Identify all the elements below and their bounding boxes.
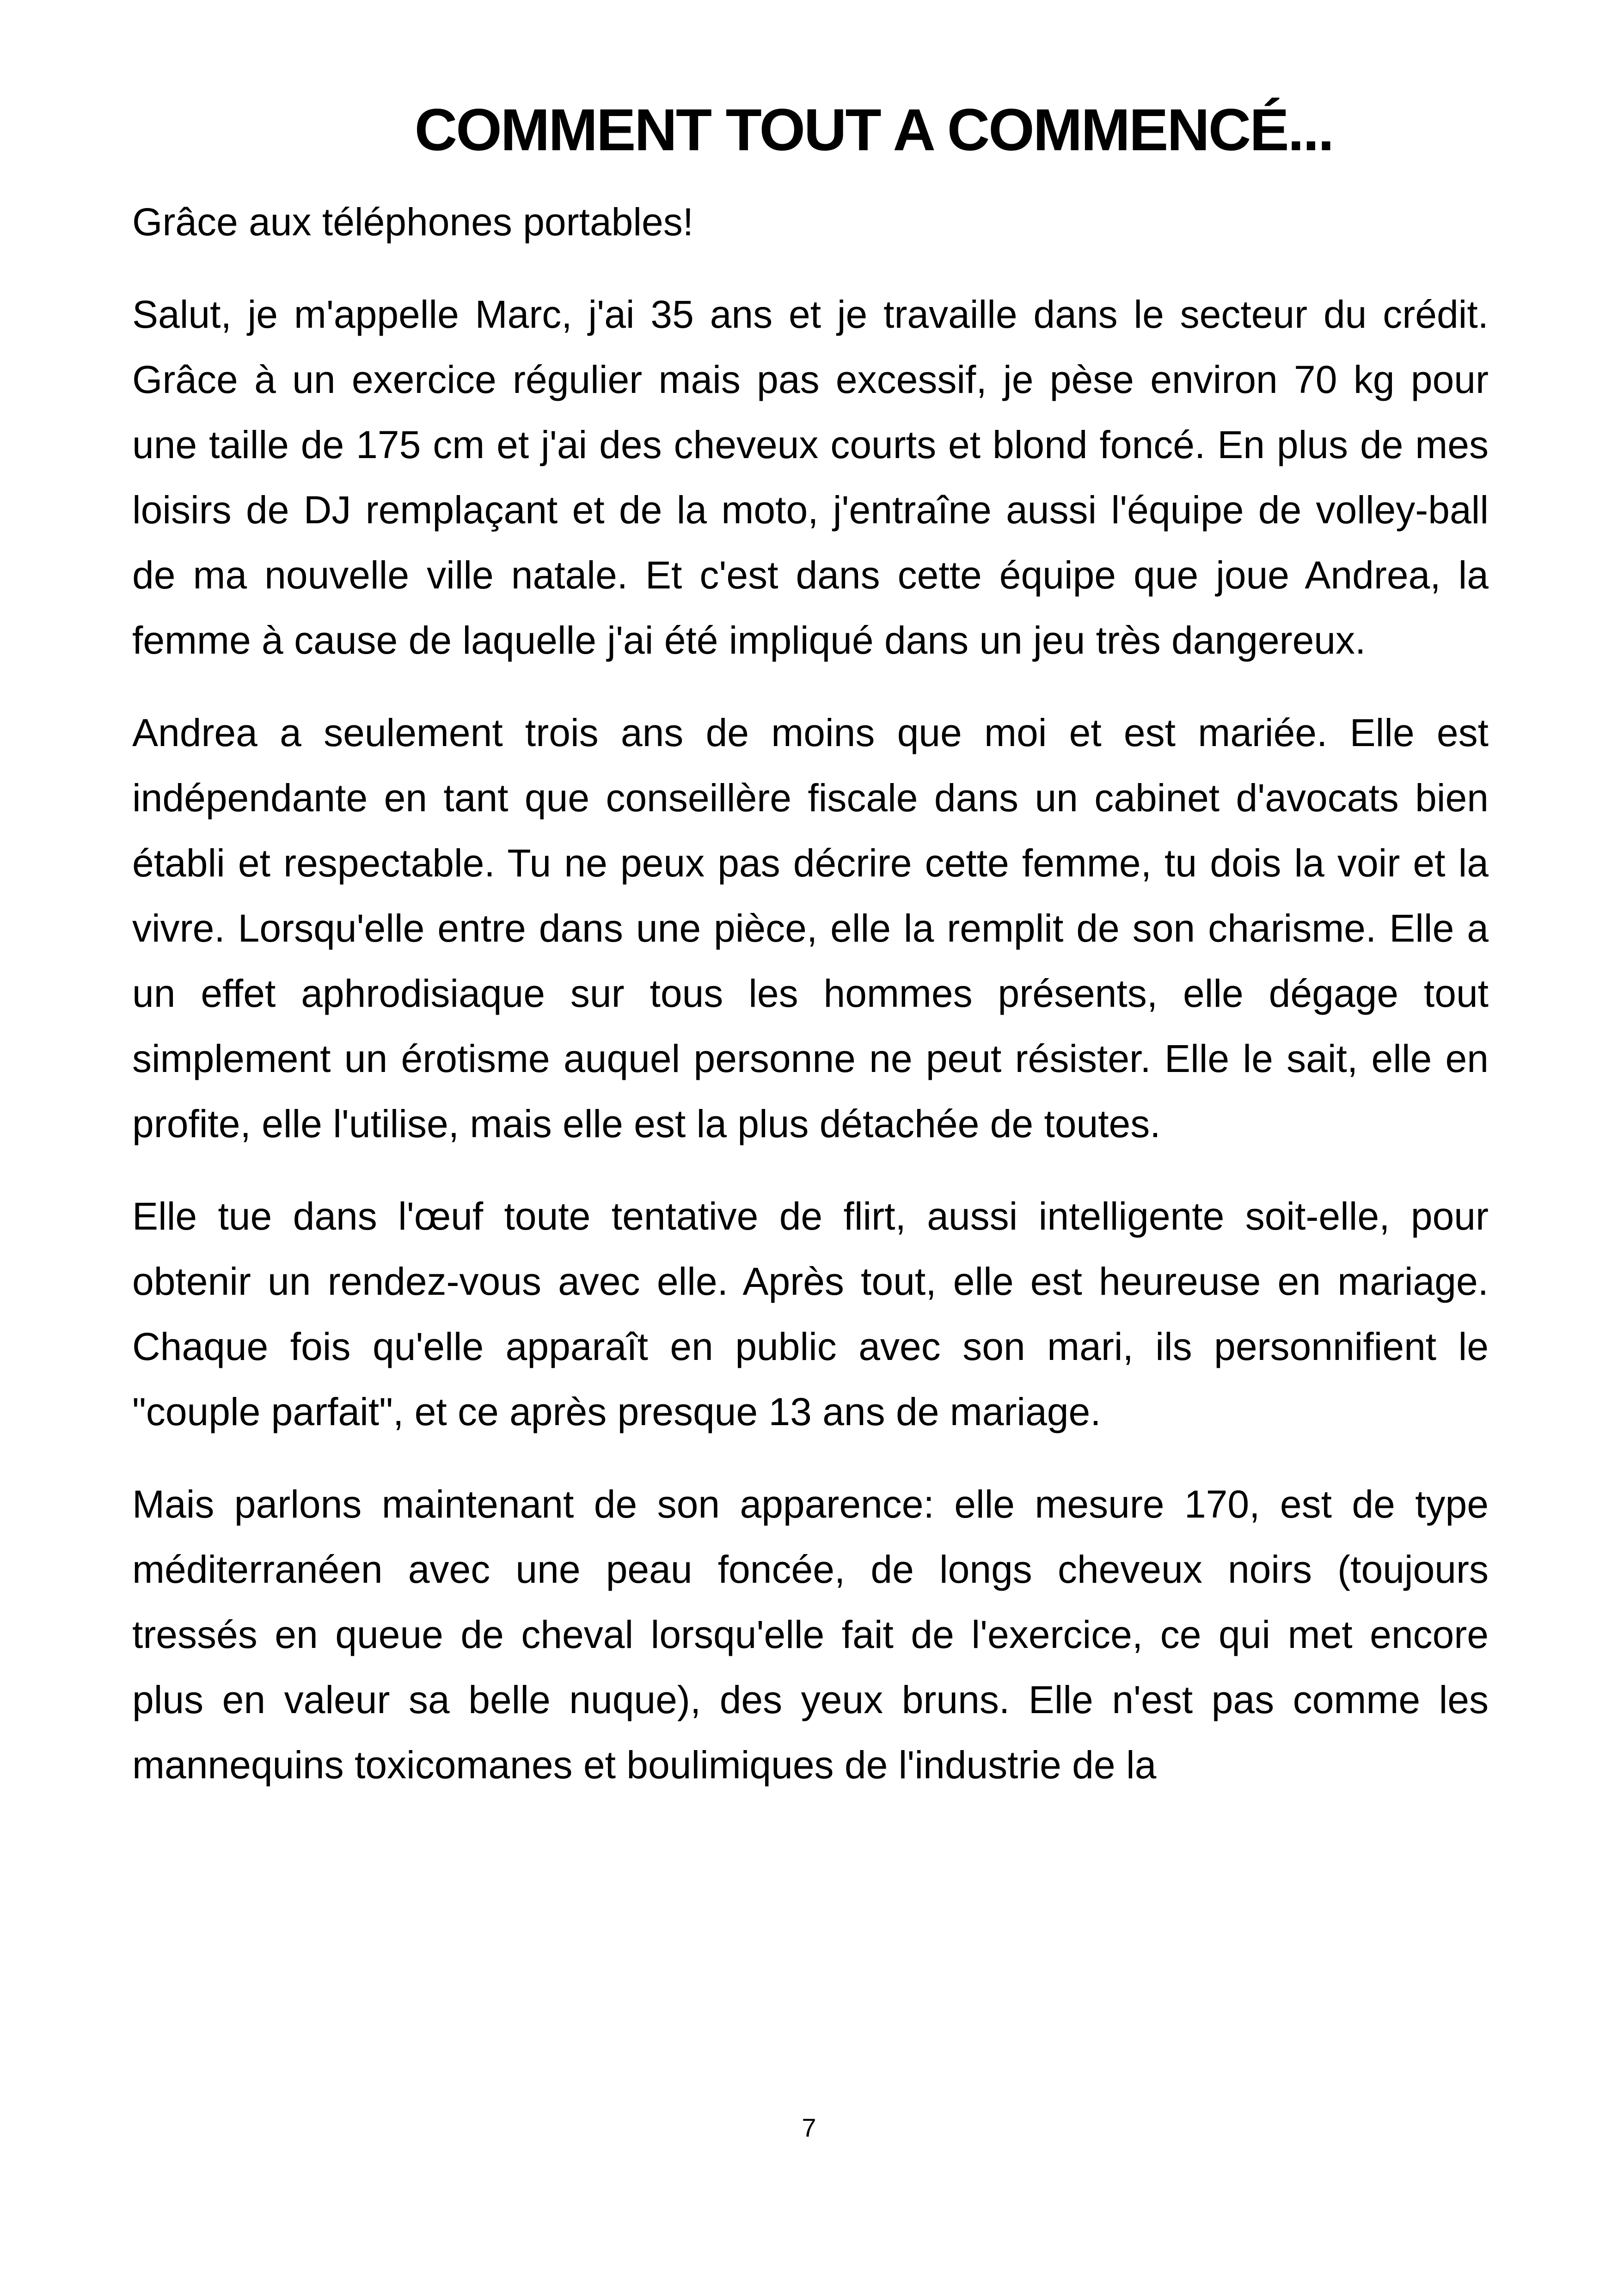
paragraph-appearance: Mais parlons maintenant de son apparence: elle mesure 170, est de type méditerranéen avec une peau foncée, de longs cheveux noirs (toujours tressés en queue de cheval lorsqu'elle fait de l'exercice, ce qui met encore plus en valeur sa belle nuque), des yeux bruns. Elle n'est pas comme les mannequins toxicomanes et boulimiques de l'industrie de la [132,1482,1489,1787]
paragraph-intro: Grâce aux téléphones portables! [132,200,694,244]
paragraph-marriage: Elle tue dans l'œuf toute tentative de flirt, aussi intelligente soit-elle, pour obtenir un rendez-vous avec elle. Après tout, elle est heureuse en mariage. Chaque fois qu'elle apparaît en public avec son mari, ils personnifient le "couple parfait", et ce après presque 13 ans de mariage. [132,1194,1489,1433]
page-number: 7 [802,2113,816,2142]
paragraph-andrea: Andrea a seulement trois ans de moins que moi et est mariée. Elle est indépendante en tant que conseillère fiscale dans un cabinet d'avocats bien établi et respectable. Tu ne peux pas décrire cette femme, tu dois la voir et la vivre. Lorsqu'elle entre dans une pièce, elle la remplit de son charisme. Elle a un effet aphrodisiaque sur tous les hommes présents, elle dégage tout simplement un érotisme auquel personne ne peut résister. Elle le sait, elle en profite, elle l'utilise, mais elle est la plus détachée de toutes. [132,711,1489,1145]
paragraph-marc: Salut, je m'appelle Marc, j'ai 35 ans et je travaille dans le secteur du crédit. Grâce à un exercice régulier mais pas excessif, je pèse environ 70 kg pour une taille de 175 cm et j'ai des cheveux courts et blond foncé. En plus de mes loisirs de DJ remplaçant et de la moto, j'entraîne aussi l'équipe de volley-ball de ma nouvelle ville natale. Et c'est dans cette équipe que joue Andrea, la femme à cause de laquelle j'ai été impliqué dans un jeu très dangereux. [132,293,1489,662]
chapter-title: COMMENT TOUT A COMMENCÉ... [414,97,1333,163]
body-text [132,190,1489,1798]
